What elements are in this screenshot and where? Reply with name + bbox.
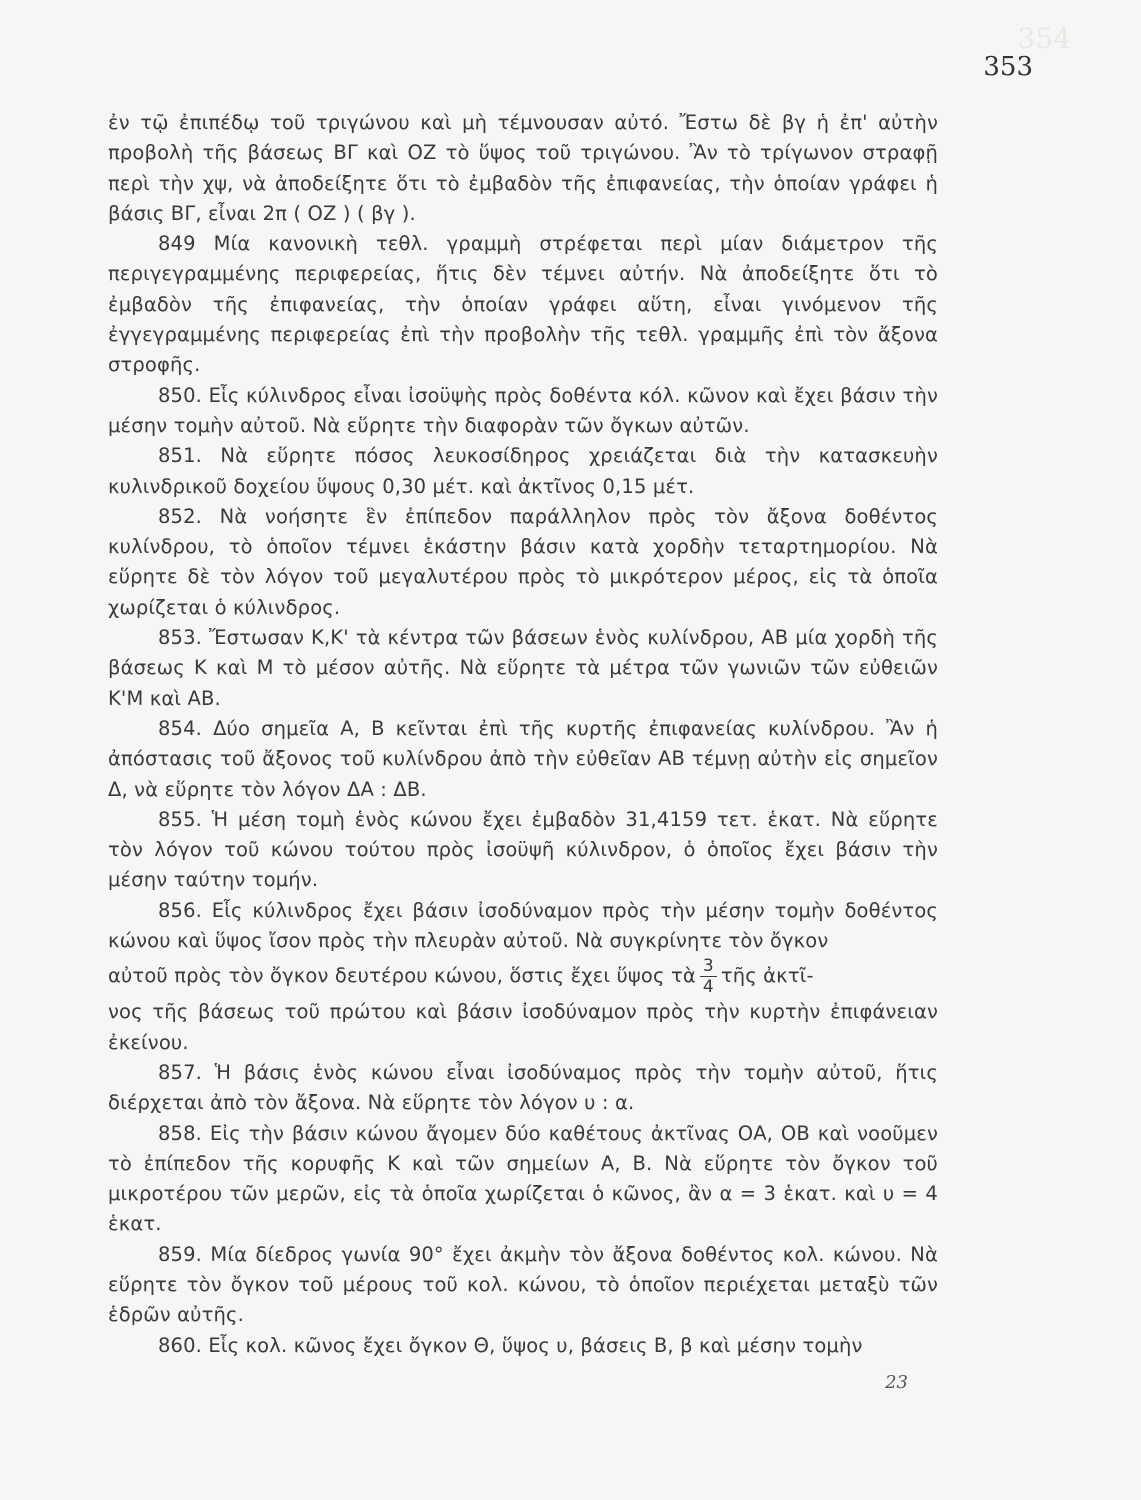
exercise-858: 858. Εἰς τὴν βάσιν κώνου ἄγομεν δύο καθέτους ἀκτῖνας ΟΑ, ΟΒ καὶ νοοῦμεν τὸ ἐπίπεδον τῆς κορυφῆς Κ καὶ τῶν σημείων Α, Β. Νὰ εὕρητε τὸν ὄγκον τοῦ μικροτέρου τῶν μερῶν, εἰς τὰ ὁποῖα χωρίζεται ὁ κῶνος, ἂν α = 3 ἑκατ. καὶ υ = 4 ἑκατ.: [108, 1121, 938, 1236]
paragraph-continuation: ἐν τῷ ἐπιπέδῳ τοῦ τριγώνου καὶ μὴ τέμνουσαν αὐτό. Ἔστω δὲ βγ ἡ ἐπ' αὐτὴν προβολὴ τῆς βάσεως ΒΓ καὶ ΟΖ τὸ ὕψος τοῦ τριγώνου. Ἂν τὸ τρίγωνον στραφῇ περὶ τὴν χψ, νὰ ἀποδείξητε ὅτι τὸ ἐμβαδὸν τῆς ἐπιφανείας, τὴν ὁποίαν γράφει ἡ βάσις ΒΓ, εἶναι 2π ( ΟΖ ) ( βγ ).: [108, 111, 938, 225]
exercise-856: 856. Εἷς κύλινδρος ἔχει βάσιν ἰσοδύναμον πρὸς τὴν μέσην τομὴν δοθέντος κώνου καὶ ὕψος ἴσον πρὸς τὴν πλευρὰν αὐτοῦ. Νὰ συγκρίνητε τὸν ὄγκον: [108, 898, 938, 953]
exercise-856-fraction-line: [108, 956, 938, 997]
signature-mark: 23: [885, 1372, 908, 1393]
exercise-856-text-after: τῆς ἀκτῖ-: [720, 964, 814, 988]
exercise-860: 860. Εἷς κολ. κῶνος ἔχει ὄγκον Θ, ὕψος υ, βάσεις Β, β καὶ μέσην τομὴν: [158, 1333, 863, 1357]
exercise-857: 857. Ἡ βάσις ἑνὸς κώνου εἶναι ἰσοδύναμος πρὸς τὴν τομὴν αὐτοῦ, ἥτις διέρχεται ἀπὸ τὸν ἄξονα. Νὰ εὕρητε τὸν λόγον υ : α.: [108, 1060, 938, 1115]
exercise-856-text-before: αὐτοῦ πρὸς τὸν ὄγκον δευτέρου κώνου, ὅστις ἔχει ὕψος τὰ: [108, 964, 696, 988]
fraction-denominator: 4: [702, 977, 714, 998]
exercise-852: 852. Νὰ νοήσητε ἓν ἐπίπεδον παράλληλον πρὸς τὸν ἄξονα δοθέντος κυλίνδρου, τὸ ὁποῖον τέμνει ἑκάστην βάσιν κατὰ χορδὴν τεταρτημορίου. Νὰ εὕρητε δὲ τὸν λόγον τοῦ μεγαλυτέρου πρὸς τὸ μικρότερον μέρος, εἰς τὰ ὁποῖα χωρίζεται ὁ κύλινδρος.: [108, 504, 938, 619]
exercise-856-end: νος τῆς βάσεως τοῦ πρώτου καὶ βάσιν ἰσοδύναμον πρὸς τὴν κυρτὴν ἐπιφάνειαν ἐκείνου.: [108, 1000, 938, 1054]
fraction-numerator: 3: [700, 956, 717, 977]
exercise-849: 849 Μία κανονικὴ τεθλ. γραμμὴ στρέφεται περὶ μίαν διάμετρον τῆς περιγεγραμμένης περιφερείας, ἥτις δὲν τέμνει αὐτήν. Νὰ ἀποδείξητε ὅτι τὸ ἐμβαδὸν τῆς ἐπιφανείας, τὴν ὁποίαν γράφει αὕτη, εἶναι γινόμενον τῆς ἐγγεγραμμένης περιφερείας ἐπὶ τὴν προβολὴν τῆς τεθλ. γραμμῆς ἐπὶ τὸν ἄξονα στροφῆς.: [108, 232, 938, 377]
bleed-through-page-number: 354: [1017, 22, 1071, 55]
fraction: [700, 956, 717, 997]
exercise-850: 850. Εἷς κύλινδρος εἶναι ἰσοϋψὴς πρὸς δοθέντα κόλ. κῶνον καὶ ἔχει βάσιν τὴν μέσην τομὴν αὐτοῦ. Νὰ εὕρητε τὴν διαφορὰν τῶν ὄγκων αὐτῶν.: [108, 383, 938, 437]
page-body: [108, 108, 938, 1361]
exercise-859: 859. Μία δίεδρος γωνία 90° ἔχει ἀκμὴν τὸν ἄξονα δοθέντος κολ. κώνου. Νὰ εὕρητε τὸν ὄγκον τοῦ μέρους τοῦ κολ. κώνου, τὸ ὁποῖον περιέχεται μεταξὺ τῶν ἑδρῶν αὐτῆς.: [108, 1242, 938, 1327]
exercise-855: 855. Ἡ μέση τομὴ ἑνὸς κώνου ἔχει ἐμβαδὸν 31,4159 τετ. ἑκατ. Νὰ εὕρητε τὸν λόγον τοῦ κώνου τούτου πρὸς ἰσοϋψῆ κύλινδρον, ὁ ὁποῖος ἔχει βάσιν τὴν μέσην ταύτην τομήν.: [108, 807, 938, 892]
exercise-851: 851. Νὰ εὕρητε πόσος λευκοσίδηρος χρειάζεται διὰ τὴν κατασκευὴν κυλινδρικοῦ δοχείου ὕψους 0,30 μέτ. καὶ ἀκτῖνος 0,15 μέτ.: [108, 444, 938, 498]
exercise-854: 854. Δύο σημεῖα Α, Β κεῖνται ἐπὶ τῆς κυρτῆς ἐπιφανείας κυλίνδρου. Ἂν ἡ ἀπόστασις τοῦ ἄξονος τοῦ κυλίνδρου ἀπὸ τὴν εὐθεῖαν ΑΒ τέμνῃ αὐτὴν εἰς σημεῖον Δ, νὰ εὕρητε τὸν λόγον ΔΑ : ΔΒ.: [108, 716, 938, 801]
page-number: 353: [983, 52, 1033, 82]
exercise-853: 853. Ἔστωσαν Κ,Κ' τὰ κέντρα τῶν βάσεων ἑνὸς κυλίνδρου, ΑΒ μία χορδὴ τῆς βάσεως Κ καὶ Μ τὸ μέσον αὐτῆς. Νὰ εὕρητε τὰ μέτρα τῶν γωνιῶν τῶν εὐθειῶν Κ'Μ καὶ ΑΒ.: [108, 626, 938, 710]
